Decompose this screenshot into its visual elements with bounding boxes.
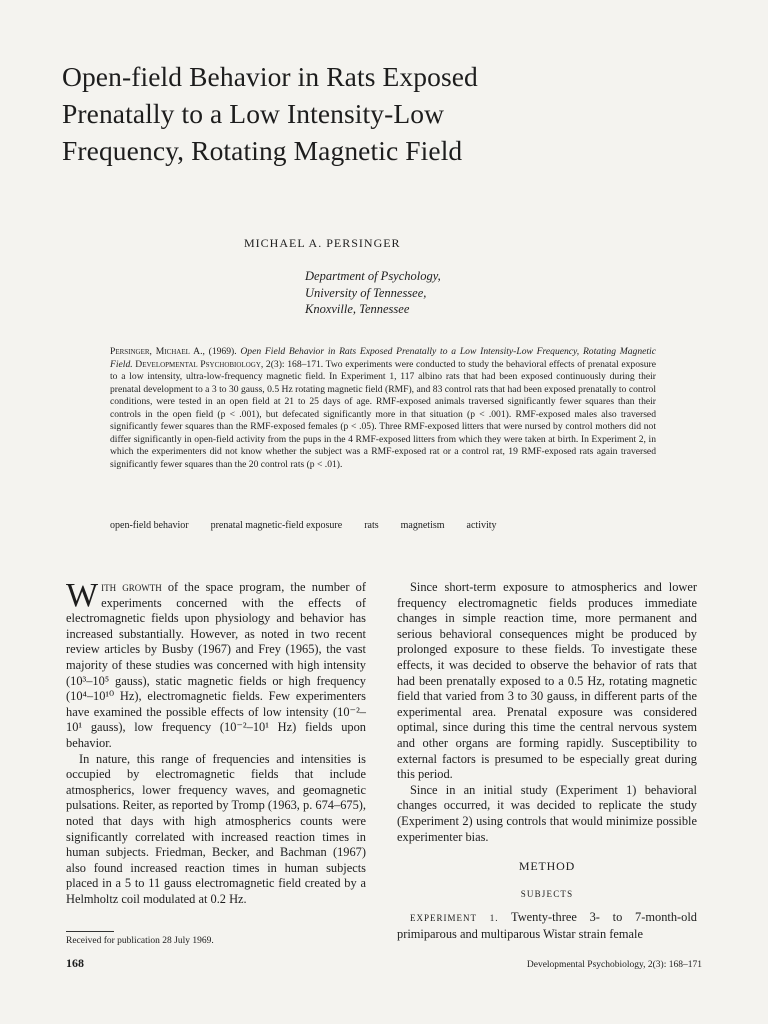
paragraph [66,577,366,752]
title-line: Open-field Behavior in Rats Exposed [62,61,478,92]
opening-smallcaps: ith growth [101,580,162,594]
section-heading: METHOD [518,859,576,874]
abstract-article-title: Open Field Behavior in Rats Exposed Prenatally to a Low Intensity-Low Frequency, Rotating Magnetic Field. [110,346,656,370]
footnote: Received for publication 28 July 1969. [66,936,214,946]
paragraph: Since in an initial study (Experiment 1) behavioral changes occurred, it was decided to replicate the study (Experiment 2) using controls that would minimize possible experimenter bias. [397,782,697,844]
left-column [66,577,366,907]
paragraph [397,910,697,942]
footnote-divider [66,931,114,932]
abstract-year: (1969). [204,346,241,357]
abstract-journal: Developmental Psychobiology, [132,358,264,370]
right-column [397,580,697,942]
affiliation-university: University of Tennessee, [305,285,427,300]
keywords [110,520,670,531]
experiment-label: EXPERIMENT 1. [410,913,499,924]
abstract [110,346,656,471]
paragraph-text: Twenty-three 3- to 7-month-old primiparous and multiparous Wistar strain female [397,910,697,941]
subsection-heading: SUBJECTS [520,888,574,899]
paragraph: Since short-term exposure to atmospherics and lower frequency electromagnetic fields produces immediate changes in simple reaction time, more permanent and serious behavioral consequences might be produced by prolonged exposure to these fields. To investigate these effects, it was decided to observe the behavior of rats that had been prenatally exposed to a 0.5 Hz, rotating magnetic field that varied from 3 to 30 gauss, in different parts of the experimental area. Prenatal exposure was considered optimal, since during this time the central nervous system and other organs are forming rapidly. Susceptibility to external factors is presumed to be especially great during this period. [397,580,697,782]
affiliation [305,268,441,318]
keyword: magnetism [400,520,445,531]
keyword: activity [466,520,497,531]
journal-reference: Developmental Psychobiology, 2(3): 168–171 [526,960,702,970]
abstract-author: Persinger, Michael A., [110,346,205,357]
page-number: 168 [66,956,84,970]
title-line: Frequency, Rotating Magnetic Field [62,135,463,166]
keyword: prenatal magnetic-field exposure [210,520,343,531]
affiliation-city: Knoxville, Tennessee [305,302,410,316]
drop-cap: W [66,577,99,614]
abstract-body: 2(3): 168–171. Two experiments were conducted to study the behavioral effects of prenatal exposure to a low intensity, ultra-low-frequency magnetic field. In Experiment 1, 117 albino rats that had been exposed continuously during their prenatal development to a 3 to 30 gauss, 0.5 Hz rotating magnetic field (RMF), and 83 control rats that had been exposed prenatally to control conditions, were tested in an open field at 21 to 25 days of age. RMF-exposed animals traversed significantly fewer squares than their controls in the open field (p < .001), but defecated significantly more in that situation (p < .001). RMF-exposed males also traversed significantly fewer squares than the RMF-exposed females (p < .05). Three RMF-exposed litters that were nursed by control mothers did not differ significantly in open-field activity from the pups in the 4 RMF-exposed litters from which they were taken at birth. In Experiment 2, in which the experimenters did not know whether the subject was a RMF-exposed rat or a control rat, 19 RMF-exposed rats again traversed significantly fewer squares than the 20 control rats (p < .01). [110,358,657,470]
paragraph: In nature, this range of frequencies and intensities is occupied by electromagnetic fields that include atmospherics, lower frequency waves, and geomagnetic pulsations. Reiter, as reported by Tromp (1963, p. 674–675), noted that days with high atmospherics counts were significantly correlated with increased reaction times in human subjects. Friedman, Becker, and Bachman (1967) also found increased reaction times in human subjects placed in a 5 to 11 gauss electromagnetic field created by a Helmholtz coil modulated at 0.2 Hz. [66,751,366,906]
article-title [62,58,622,169]
title-line: Prenatally to a Low Intensity-Low [62,98,445,129]
paragraph-text: of the space program, the number of experiments concerned with the effects of electromagnetic fields upon physiology and behavior has increased substantially. However, as noted in two recent review articles by Busby (1967) and Frey (1965), the vast majority of these studies was concerned with high intensity (10³–10⁵ gauss), static magnetic fields or high frequency (10⁴–10¹⁰ Hz), electromagnetic fields. Few experimenters have examined the possible effects of low intensity (10⁻²–10¹ gauss), low frequency (10⁻²–10¹ Hz) fields upon behavior. [66,580,366,750]
author-name: MICHAEL A. PERSINGER [244,236,401,250]
affiliation-department: Department of Psychology, [305,269,441,283]
keyword: open-field behavior [110,520,189,531]
keyword: rats [364,520,379,531]
